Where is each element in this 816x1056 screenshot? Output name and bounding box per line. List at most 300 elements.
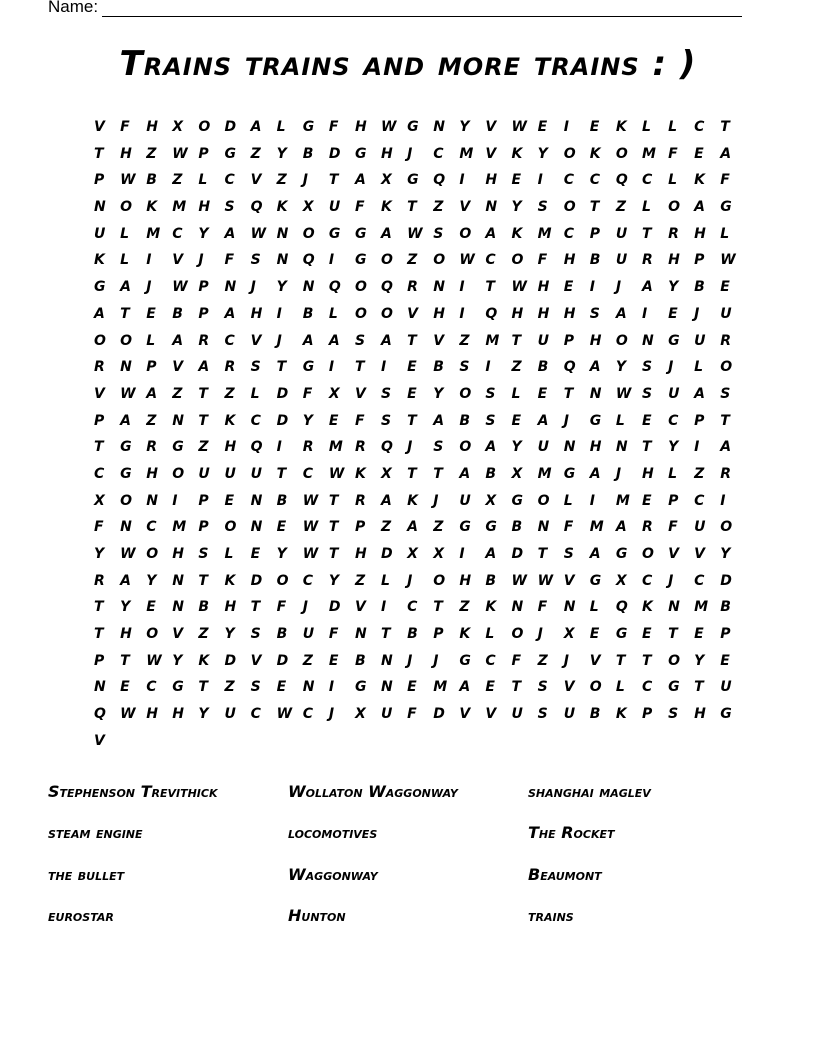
grid-letter: Q xyxy=(615,172,628,189)
grid-letter: E xyxy=(511,172,522,189)
grid-letter: C xyxy=(302,465,314,482)
grid-letter: S xyxy=(485,412,496,429)
grid-letter: P xyxy=(198,492,209,509)
grid-letter: U xyxy=(224,465,236,482)
grid-letter: A xyxy=(146,385,158,402)
grid-letter: Z xyxy=(511,359,522,376)
grid-letter: X xyxy=(94,492,105,509)
grid-letter: T xyxy=(668,626,678,643)
grid-letter: G xyxy=(224,145,236,162)
grid-letter: G xyxy=(354,252,367,269)
grid-letter: Z xyxy=(198,439,209,456)
grid-letter: L xyxy=(146,332,156,349)
grid-letter: T xyxy=(94,599,104,616)
grid-letter: Y xyxy=(198,706,209,723)
grid-letter: N xyxy=(120,359,132,376)
grid-letter: M xyxy=(589,519,604,536)
grid-letter: A xyxy=(94,305,105,322)
grid-letter: T xyxy=(250,599,261,616)
grid-letter: V xyxy=(250,332,262,349)
grid-letter: G xyxy=(459,652,471,669)
grid-letter: N xyxy=(433,119,445,135)
grid-letter: I xyxy=(381,359,387,376)
grid-letter: E xyxy=(250,546,261,562)
grid-letter: P xyxy=(146,359,157,376)
grid-letter: R xyxy=(720,332,732,349)
grid-letter: E xyxy=(694,626,704,643)
grid-letter: E xyxy=(563,279,574,296)
grid-letter: V xyxy=(172,626,184,643)
grid-letter: Z xyxy=(172,172,183,189)
grid-letter: X xyxy=(615,572,627,589)
grid-letter: Y xyxy=(511,199,522,216)
grid-letter: O xyxy=(172,465,185,482)
grid-letter: G xyxy=(407,172,419,189)
grid-letter: O xyxy=(720,359,733,376)
grid-letter: F xyxy=(537,252,548,269)
grid-letter: V xyxy=(94,119,105,135)
grid-letter: T xyxy=(198,679,208,696)
letter-grid xyxy=(94,114,746,755)
grid-letter: T xyxy=(120,652,130,669)
grid-letter: Y xyxy=(511,439,522,456)
grid-letter: E xyxy=(328,412,339,429)
grid-letter: T xyxy=(407,412,417,429)
grid-letter: V xyxy=(563,572,575,589)
grid-letter: I xyxy=(276,439,282,456)
grid-letter: K xyxy=(589,145,601,162)
grid-letter: I xyxy=(328,252,335,269)
grid-letter: S xyxy=(537,706,548,723)
grid-letter: P xyxy=(198,519,209,536)
grid-letter: R xyxy=(224,359,236,376)
grid-letter: S xyxy=(250,359,261,376)
grid-letter: S xyxy=(537,679,548,696)
grid-letter: G xyxy=(407,119,419,135)
grid-letter: J xyxy=(250,279,256,296)
grid-letter: K xyxy=(146,199,158,216)
grid-letter: P xyxy=(198,145,209,162)
grid-letter: F xyxy=(328,626,339,643)
grid-letter: D xyxy=(511,546,524,562)
grid-letter: I xyxy=(589,492,595,509)
grid-letter: O xyxy=(615,145,628,162)
grid-letter: A xyxy=(198,359,210,376)
grid-letter: R xyxy=(94,572,105,589)
grid-letter: O xyxy=(120,492,132,509)
grid-letter: L xyxy=(511,385,521,402)
grid-letter: T xyxy=(407,332,417,349)
grid-letter: O xyxy=(668,199,680,216)
grid-letter: S xyxy=(433,439,444,456)
grid-letter: F xyxy=(668,519,678,536)
grid-letter: Z xyxy=(459,332,470,349)
grid-letter: F xyxy=(224,252,235,269)
grid-letter: I xyxy=(146,252,152,269)
grid-letter: K xyxy=(511,145,523,162)
grid-letter: U xyxy=(224,706,236,723)
grid-letter: V xyxy=(589,652,601,669)
grid-letter: A xyxy=(459,465,471,482)
grid-letter: S xyxy=(537,199,548,216)
grid-letter: R xyxy=(146,439,157,456)
grid-letter: O xyxy=(354,305,367,322)
grid-letter: H xyxy=(589,332,602,349)
grid-letter: T xyxy=(537,546,548,562)
grid-letter: H xyxy=(146,119,158,135)
grid-letter: G xyxy=(589,412,602,429)
grid-letter: S xyxy=(563,546,574,562)
grid-letter: W xyxy=(120,706,136,723)
grid-letter: S xyxy=(250,252,261,269)
grid-letter: C xyxy=(563,172,574,189)
grid-letter: W xyxy=(120,546,136,562)
grid-letter: W xyxy=(720,252,736,269)
grid-letter: G xyxy=(302,119,315,135)
grid-letter: M xyxy=(459,145,474,162)
grid-letter: T xyxy=(328,546,339,562)
grid-letter: O xyxy=(589,679,602,696)
grid-letter: X xyxy=(172,119,184,135)
grid-letter: L xyxy=(120,252,130,269)
grid-letter: E xyxy=(537,385,548,402)
grid-letter: P xyxy=(589,225,601,242)
grid-letter: E xyxy=(276,519,287,536)
grid-letter: X xyxy=(381,465,392,482)
grid-letter: H xyxy=(537,305,550,322)
grid-letter: S xyxy=(459,359,470,376)
grid-letter: G xyxy=(615,546,628,562)
grid-letter: A xyxy=(354,172,366,189)
grid-letter: H xyxy=(224,439,237,456)
grid-letter: O xyxy=(146,546,159,562)
grid-letter: Z xyxy=(615,199,627,216)
grid-letter: H xyxy=(146,706,158,723)
grid-letter: D xyxy=(276,652,289,669)
grid-letter: E xyxy=(511,412,522,429)
grid-letter: K xyxy=(276,199,288,216)
grid-letter: Z xyxy=(224,679,235,696)
grid-letter: M xyxy=(641,145,656,162)
grid-letter: X xyxy=(381,172,392,189)
grid-letter: N xyxy=(172,599,184,616)
grid-letter: G xyxy=(172,439,184,456)
grid-letter: U xyxy=(537,439,549,456)
grid-letter: L xyxy=(120,225,130,242)
grid-letter: C xyxy=(250,412,261,429)
grid-letter: A xyxy=(328,332,340,349)
grid-letter: H xyxy=(381,145,393,162)
grid-letter: V xyxy=(172,359,184,376)
grid-letter: P xyxy=(354,519,366,536)
grid-letter: Z xyxy=(302,652,313,669)
grid-letter: O xyxy=(511,626,524,643)
grid-letter: H xyxy=(694,225,706,242)
grid-letter: Q xyxy=(302,252,315,269)
grid-letter: V xyxy=(250,172,262,189)
grid-letter: O xyxy=(641,546,654,562)
grid-letter: P xyxy=(668,492,679,509)
grid-letter: J xyxy=(407,145,413,162)
grid-letter: U xyxy=(250,465,262,482)
grid-letter: Y xyxy=(302,412,313,429)
grid-letter: C xyxy=(641,172,653,189)
puzzle-title: Trains trains and more trains : ) xyxy=(119,44,697,84)
grid-letter: F xyxy=(511,652,522,669)
word-item: steam engine xyxy=(48,823,143,843)
grid-letter: D xyxy=(276,385,289,402)
grid-letter: M xyxy=(433,679,448,696)
grid-letter: A xyxy=(485,546,497,562)
grid-letter: G xyxy=(120,439,132,456)
grid-letter: T xyxy=(615,652,626,669)
grid-letter: T xyxy=(94,626,104,643)
grid-letter: B xyxy=(459,412,470,429)
grid-letter: P xyxy=(94,172,105,189)
grid-letter: S xyxy=(668,706,679,723)
grid-letter: G xyxy=(720,199,732,216)
grid-letter: H xyxy=(120,626,132,643)
grid-letter: A xyxy=(694,199,705,216)
grid-letter: N xyxy=(302,679,315,696)
grid-letter: W xyxy=(328,465,345,482)
grid-letter: T xyxy=(641,225,652,242)
grid-letter: O xyxy=(381,252,393,269)
grid-letter: B xyxy=(302,305,314,322)
grid-letter: A xyxy=(120,279,131,296)
grid-letter: C xyxy=(694,119,705,135)
grid-letter: P xyxy=(720,626,731,643)
grid-letter: G xyxy=(94,279,106,296)
grid-letter: O xyxy=(459,439,472,456)
grid-letter: D xyxy=(433,706,445,723)
grid-letter: P xyxy=(563,332,574,349)
grid-letter: D xyxy=(328,599,341,616)
grid-letter: H xyxy=(354,546,367,562)
grid-letter: C xyxy=(433,145,444,162)
grid-letter: Y xyxy=(668,279,679,296)
grid-letter: A xyxy=(485,439,497,456)
grid-letter: E xyxy=(407,679,417,696)
grid-letter: T xyxy=(511,332,522,349)
grid-letter: H xyxy=(511,305,524,322)
grid-letter: L xyxy=(668,172,677,189)
grid-letter: T xyxy=(276,359,287,376)
grid-letter: N xyxy=(94,199,106,216)
grid-letter: N xyxy=(485,199,498,216)
grid-letter: N xyxy=(511,599,524,616)
grid-letter: R xyxy=(302,439,314,456)
grid-letter: E xyxy=(276,679,287,696)
grid-letter: W xyxy=(511,572,527,589)
grid-letter: B xyxy=(720,599,731,616)
grid-letter: Y xyxy=(615,359,627,376)
grid-letter: C xyxy=(302,572,314,589)
grid-letter: J xyxy=(433,652,439,669)
grid-letter: X xyxy=(563,626,575,643)
grid-letter: B xyxy=(146,172,157,189)
grid-letter: N xyxy=(94,679,106,696)
grid-letter: N xyxy=(589,385,602,402)
grid-letter: T xyxy=(641,652,652,669)
grid-letter: H xyxy=(224,599,237,616)
grid-letter: G xyxy=(354,145,367,162)
grid-letter: J xyxy=(433,492,439,509)
grid-letter: N xyxy=(563,439,576,456)
grid-letter: Z xyxy=(172,385,183,402)
grid-letter: A xyxy=(485,225,497,242)
grid-letter: B xyxy=(485,465,497,482)
grid-letter: U xyxy=(459,492,471,509)
grid-letter: R xyxy=(354,439,366,456)
grid-letter: O xyxy=(433,572,446,589)
grid-letter: G xyxy=(485,519,497,536)
grid-letter: N xyxy=(381,679,393,696)
grid-letter: T xyxy=(328,519,339,536)
grid-letter: V xyxy=(354,385,366,402)
grid-letter: Z xyxy=(354,572,366,589)
grid-letter: T xyxy=(589,199,600,216)
grid-letter: K xyxy=(615,119,627,135)
grid-letter: N xyxy=(276,225,289,242)
grid-letter: A xyxy=(250,119,262,135)
grid-letter: U xyxy=(328,199,341,216)
grid-letter: T xyxy=(641,439,652,456)
grid-letter: T xyxy=(433,465,443,482)
grid-letter: I xyxy=(694,439,700,456)
grid-letter: T xyxy=(94,145,104,162)
grid-letter: X xyxy=(302,199,314,216)
grid-letter: H xyxy=(668,252,680,269)
grid-letter: J xyxy=(146,279,152,296)
grid-letter: V xyxy=(94,732,105,749)
grid-letter: A xyxy=(615,305,627,322)
grid-letter: V xyxy=(694,546,705,562)
grid-letter: Z xyxy=(407,252,418,269)
grid-letter: E xyxy=(641,492,652,509)
grid-letter: M xyxy=(694,599,709,616)
grid-letter: A xyxy=(172,332,184,349)
grid-letter: K xyxy=(94,252,105,269)
grid-letter: N xyxy=(250,492,263,509)
grid-letter: G xyxy=(720,706,732,723)
grid-letter: U xyxy=(694,519,706,536)
grid-letter: G xyxy=(668,332,680,349)
grid-letter: C xyxy=(407,599,418,616)
grid-letter: H xyxy=(172,546,184,562)
grid-letter: E xyxy=(589,626,600,643)
grid-letter: K xyxy=(224,412,236,429)
grid-letter: F xyxy=(720,172,730,189)
grid-letter: B xyxy=(276,626,288,643)
grid-letter: I xyxy=(563,119,569,135)
grid-letter: E xyxy=(668,305,678,322)
grid-letter: A xyxy=(641,279,653,296)
grid-letter: N xyxy=(172,572,184,589)
grid-letter: C xyxy=(641,572,653,589)
grid-letter: J xyxy=(407,572,413,589)
grid-letter: E xyxy=(641,626,652,643)
grid-letter: F xyxy=(407,706,417,723)
grid-letter: A xyxy=(407,519,418,536)
grid-letter: J xyxy=(668,359,674,376)
grid-letter: A xyxy=(589,465,601,482)
grid-letter: W xyxy=(407,225,423,242)
grid-letter: L xyxy=(720,225,730,242)
grid-letter: U xyxy=(381,706,393,723)
grid-letter: P xyxy=(94,412,105,429)
grid-letter: R xyxy=(720,465,732,482)
grid-letter: W xyxy=(120,172,136,189)
grid-letter: B xyxy=(407,626,418,643)
grid-letter: Z xyxy=(224,385,235,402)
grid-letter: F xyxy=(354,199,365,216)
grid-letter: M xyxy=(146,225,161,242)
grid-letter: U xyxy=(302,626,315,643)
grid-letter: O xyxy=(511,252,524,269)
grid-letter: A xyxy=(694,385,705,402)
grid-letter: O xyxy=(459,225,472,242)
grid-letter: O xyxy=(459,385,472,402)
grid-letter: F xyxy=(302,385,313,402)
grid-letter: Y xyxy=(146,572,157,589)
grid-letter: P xyxy=(198,305,209,322)
name-underline xyxy=(102,2,742,17)
grid-letter: A xyxy=(381,225,392,242)
grid-letter: J xyxy=(302,172,308,189)
grid-letter: V xyxy=(563,679,575,696)
grid-letter: C xyxy=(146,519,157,536)
grid-letter: X xyxy=(328,385,340,402)
grid-letter: S xyxy=(250,626,261,643)
grid-letter: V xyxy=(94,385,105,402)
grid-letter: Z xyxy=(146,412,157,429)
grid-letter: D xyxy=(276,412,289,429)
grid-letter: I xyxy=(172,492,178,509)
grid-letter: Q xyxy=(250,439,263,456)
grid-letter: L xyxy=(668,119,677,135)
grid-letter: C xyxy=(224,332,235,349)
grid-letter: T xyxy=(720,119,730,135)
grid-letter: A xyxy=(224,305,236,322)
grid-letter: C xyxy=(302,706,314,723)
grid-letter: L xyxy=(328,305,338,322)
grid-letter: W xyxy=(302,492,319,509)
grid-letter: H xyxy=(485,172,498,189)
grid-letter: F xyxy=(537,599,548,616)
grid-letter: U xyxy=(537,332,549,349)
grid-letter: E xyxy=(589,119,600,135)
grid-letter: S xyxy=(641,385,653,402)
grid-letter: W xyxy=(615,385,632,402)
grid-letter: J xyxy=(302,599,308,616)
grid-letter: I xyxy=(641,305,648,322)
grid-letter: C xyxy=(224,172,235,189)
word-item: Hunton xyxy=(288,905,346,925)
grid-letter: A xyxy=(589,546,601,562)
grid-letter: V xyxy=(459,706,471,723)
grid-letter: L xyxy=(615,412,625,429)
word-item: shanghai maglev xyxy=(528,782,651,801)
name-field[interactable] xyxy=(48,0,742,17)
grid-letter: W xyxy=(537,572,554,589)
grid-letter: H xyxy=(146,465,158,482)
grid-letter: B xyxy=(354,652,366,669)
grid-letter: E xyxy=(694,145,704,162)
grid-letter: O xyxy=(120,332,132,349)
grid-letter: Y xyxy=(172,652,183,669)
grid-letter: L xyxy=(563,492,573,509)
